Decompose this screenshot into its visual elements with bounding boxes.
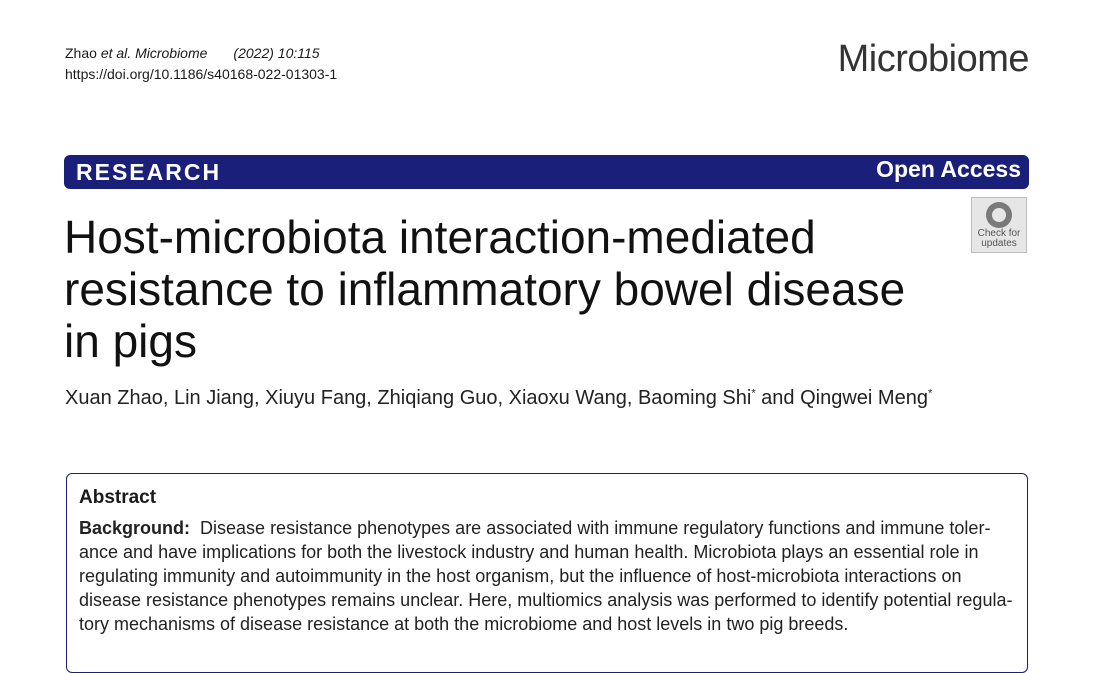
background-label: Background: xyxy=(79,518,191,538)
check-updates-line2: updates xyxy=(981,238,1017,249)
abstract-heading: Abstract xyxy=(79,487,157,508)
citation-authors: Zhao xyxy=(65,45,97,61)
article-type-banner xyxy=(64,155,1029,189)
title-line: Host-microbiota interaction-mediated xyxy=(64,211,816,263)
title-line: resistance to inflammatory bowel disease xyxy=(64,263,906,315)
title-line: in pigs xyxy=(64,315,197,367)
citation-line xyxy=(65,43,337,64)
article-type-label: RESEARCH xyxy=(76,159,222,185)
journal-logo: Microbiome xyxy=(837,38,1029,80)
check-updates-icon xyxy=(986,202,1012,228)
abstract-body xyxy=(79,516,1013,636)
abstract-line: tory mechanisms of disease resistance at both the microbiome and host levels in two pig breeds. xyxy=(79,614,849,634)
abstract-line: ance and have implications for both the livestock industry and human health. Microbiota plays an essential role in xyxy=(79,542,979,562)
corresponding-mark: * xyxy=(927,387,933,400)
authors-last: and Qingwei Meng xyxy=(755,387,928,409)
abstract-line: disease resistance phenotypes remains unclear. Here, multiomics analysis was performed to identify potential regula- xyxy=(79,590,1013,610)
abstract-box xyxy=(66,473,1028,673)
citation-year-volume: (2022) 10:115 xyxy=(233,45,320,61)
author-list xyxy=(65,387,932,410)
abstract-line xyxy=(79,516,1013,540)
citation-block xyxy=(65,43,337,85)
open-access-label: Open Access xyxy=(876,156,1021,182)
check-updates-text xyxy=(972,229,1026,249)
authors-main: Xuan Zhao, Lin Jiang, Xiuyu Fang, Zhiqiang Guo, Xiaoxu Wang, Baoming Shi xyxy=(65,387,752,409)
doi-link[interactable]: https://doi.org/10.1186/s40168-022-01303-1 xyxy=(65,66,338,82)
citation-etal: et al. xyxy=(100,45,132,61)
check-for-updates-badge[interactable] xyxy=(971,197,1027,253)
check-updates-line1: Check for xyxy=(977,228,1021,239)
abstract-text: Disease resistance phenotypes are associated with immune regulatory functions and immune toler- xyxy=(200,518,991,538)
citation-journal: Microbiome xyxy=(135,45,208,61)
corresponding-mark: * xyxy=(751,387,756,400)
article-title xyxy=(64,211,944,367)
abstract-line: regulating immunity and autoimmunity in the host organism, but the influence of host-microbiota interactions on xyxy=(79,566,962,586)
